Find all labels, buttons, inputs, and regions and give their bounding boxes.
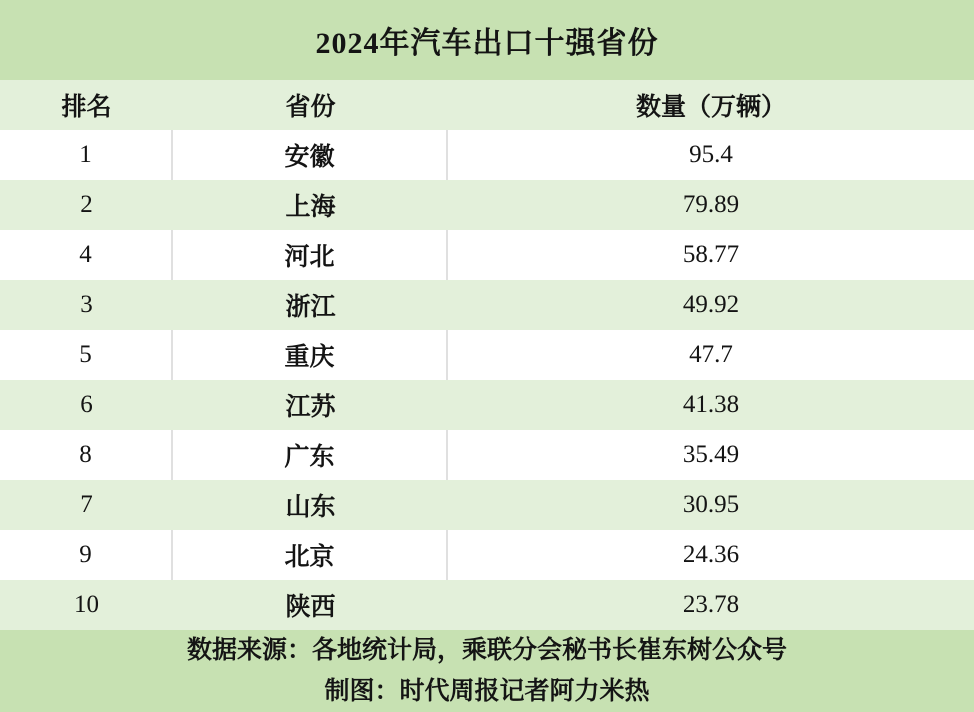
table-row bbox=[0, 530, 974, 580]
rank-cell: 8 bbox=[0, 430, 173, 480]
province-cell: 陕西 bbox=[285, 594, 336, 621]
quantity-cell: 30.95 bbox=[682, 491, 740, 518]
table-row bbox=[0, 130, 974, 180]
rank-cell: 2 bbox=[80, 191, 93, 218]
rank-cell: 3 bbox=[80, 291, 93, 318]
table-row bbox=[0, 430, 974, 480]
table-header-row bbox=[0, 80, 974, 130]
province-cell: 安徽 bbox=[173, 130, 448, 180]
data-source-note: 数据来源：各地统计局，乘联分会秘书长崔东树公众号 bbox=[186, 637, 787, 664]
quantity-cell: 58.77 bbox=[682, 241, 740, 268]
rank-cell: 4 bbox=[0, 230, 173, 280]
table-footer bbox=[0, 630, 974, 712]
credit-note: 制图：时代周报记者阿力米热 bbox=[324, 678, 650, 705]
table-row bbox=[0, 330, 974, 380]
quantity-cell: 79.89 bbox=[682, 191, 740, 218]
quantity-cell: 23.78 bbox=[682, 591, 740, 618]
table-row bbox=[0, 480, 974, 530]
table-row bbox=[0, 230, 974, 280]
rank-cell: 5 bbox=[0, 330, 173, 380]
table-row bbox=[0, 380, 974, 430]
quantity-cell: 35.49 bbox=[682, 441, 740, 468]
rank-cell: 10 bbox=[74, 591, 99, 618]
column-header-rank: 排名 bbox=[61, 94, 112, 121]
column-header-province: 省份 bbox=[285, 94, 336, 121]
quantity-cell: 24.36 bbox=[682, 541, 740, 568]
quantity-cell: 95.4 bbox=[689, 141, 733, 168]
province-cell: 浙江 bbox=[285, 294, 336, 321]
quantity-cell: 49.92 bbox=[682, 291, 740, 318]
province-cell: 山东 bbox=[285, 494, 336, 521]
rank-cell: 1 bbox=[0, 130, 173, 180]
column-header-quantity: 数量（万辆） bbox=[635, 94, 786, 121]
page-title: 2024年汽车出口十强省份 bbox=[0, 0, 974, 80]
rank-cell: 6 bbox=[80, 391, 93, 418]
province-cell: 广东 bbox=[173, 430, 448, 480]
province-cell: 北京 bbox=[173, 530, 448, 580]
province-cell: 河北 bbox=[173, 230, 448, 280]
rank-cell: 7 bbox=[80, 491, 93, 518]
table-row bbox=[0, 580, 974, 630]
table-row bbox=[0, 180, 974, 230]
province-cell: 重庆 bbox=[173, 330, 448, 380]
province-cell: 江苏 bbox=[285, 394, 336, 421]
province-cell: 上海 bbox=[285, 194, 336, 221]
rank-cell: 9 bbox=[0, 530, 173, 580]
quantity-cell: 41.38 bbox=[682, 391, 740, 418]
table-row bbox=[0, 280, 974, 330]
quantity-cell: 47.7 bbox=[689, 341, 733, 368]
